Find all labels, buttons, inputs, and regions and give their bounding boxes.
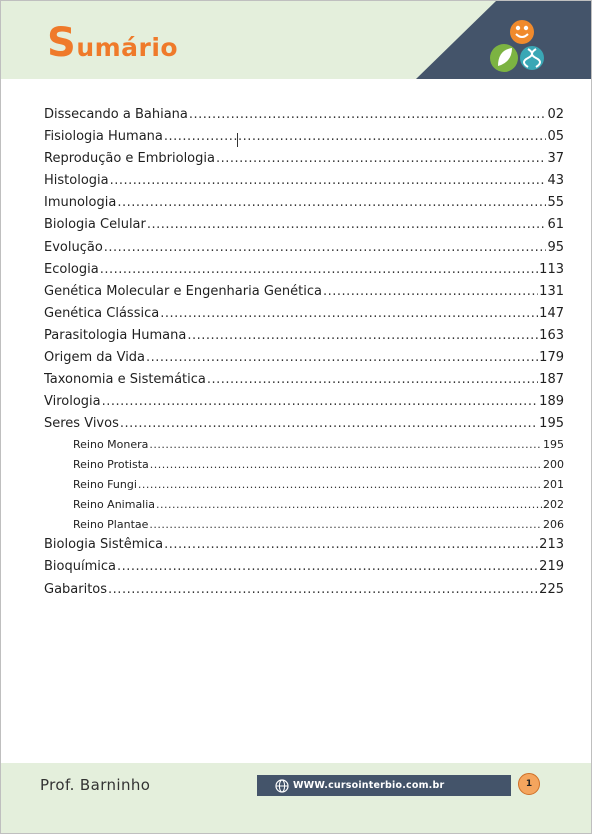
toc-entry-page: 179 xyxy=(539,350,564,366)
toc-dot-leader xyxy=(117,192,546,214)
toc-dot-leader xyxy=(146,347,538,369)
toc-entry-title: Histologia xyxy=(44,173,109,189)
toc-entry-title: Taxonomia e Sistemática xyxy=(44,372,206,388)
toc-entry[interactable] xyxy=(44,556,564,578)
toc-entry-title: Evolução xyxy=(44,239,103,255)
toc-dot-leader xyxy=(187,325,538,347)
toc-entry[interactable] xyxy=(44,391,564,413)
toc-entry-page: 02 xyxy=(547,107,564,122)
toc-entry-page: 219 xyxy=(539,559,564,575)
toc-entry[interactable] xyxy=(44,259,564,281)
toc-entry-title: Bioquímica xyxy=(44,559,116,575)
toc-dot-leader xyxy=(110,170,547,192)
toc-entry[interactable] xyxy=(44,413,564,435)
toc-entry-title: Reino Fungi xyxy=(73,478,137,491)
toc-dot-leader xyxy=(149,515,542,535)
footer-url[interactable]: WWW.cursointerbio.com.br xyxy=(293,780,445,791)
toc-entry[interactable] xyxy=(44,214,564,236)
toc-entry-title: Gabaritos xyxy=(44,581,108,597)
toc-entry-title: Dissecando a Bahiana xyxy=(44,107,188,122)
leaf-icon xyxy=(490,44,518,72)
toc-entry-page: 163 xyxy=(539,327,564,343)
toc-entry[interactable] xyxy=(44,475,564,495)
toc-entry-title: Reino Plantae xyxy=(73,517,149,531)
dna-icon xyxy=(520,46,544,70)
toc-entry-title: Biologia Celular xyxy=(44,217,146,233)
toc-entry[interactable] xyxy=(44,170,564,192)
text-cursor xyxy=(237,133,238,147)
toc-entry[interactable] xyxy=(44,281,564,303)
toc-entry[interactable] xyxy=(44,148,564,170)
toc-entry-page: 131 xyxy=(539,283,564,299)
toc-dot-leader xyxy=(102,391,539,413)
toc-dot-leader xyxy=(108,579,538,601)
toc-entry[interactable] xyxy=(44,325,564,347)
toc-entry-page: 43 xyxy=(547,173,564,189)
toc-dot-leader xyxy=(216,148,546,170)
toc-entry-title: Fisiologia Humana xyxy=(44,129,163,145)
toc-dot-leader xyxy=(104,237,547,259)
toc-entry-page: 55 xyxy=(547,195,564,211)
toc-entry[interactable] xyxy=(44,126,564,148)
toc-entry-page: 37 xyxy=(547,151,564,167)
toc-entry[interactable] xyxy=(44,435,564,455)
toc-entry-page: 195 xyxy=(539,416,564,432)
toc-entry[interactable] xyxy=(44,369,564,391)
frog-icon xyxy=(510,20,534,44)
toc-dot-leader xyxy=(117,556,538,578)
toc-entry[interactable] xyxy=(44,347,564,369)
toc-entry[interactable] xyxy=(44,495,564,515)
toc-entry-page: 202 xyxy=(543,497,564,511)
toc-dot-leader xyxy=(207,369,538,391)
toc-entry-title: Origem da Vida xyxy=(44,350,146,366)
toc-entry-page: 187 xyxy=(539,372,564,388)
toc-entry-page: 206 xyxy=(543,517,564,531)
toc-dot-leader xyxy=(120,413,538,435)
page-title xyxy=(47,20,179,66)
toc-entry-page: 225 xyxy=(539,581,564,597)
table-of-contents xyxy=(44,104,564,601)
toc-entry-title: Virologia xyxy=(44,394,101,410)
toc-entry-page: 213 xyxy=(539,537,564,553)
footer-author: Prof. Barninho xyxy=(40,776,151,794)
toc-dot-leader xyxy=(160,303,538,325)
toc-dot-leader xyxy=(149,435,542,455)
toc-entry-title: Ecologia xyxy=(44,261,99,277)
logo xyxy=(486,18,546,76)
toc-entry-title: Reino Animalia xyxy=(73,497,156,511)
toc-entry-page: 200 xyxy=(543,458,564,472)
toc-entry-title: Reino Protista xyxy=(73,458,149,472)
toc-dot-leader xyxy=(164,126,547,148)
toc-entry-page: 195 xyxy=(543,438,564,452)
toc-dot-leader xyxy=(156,495,542,515)
toc-entry[interactable] xyxy=(44,534,564,556)
toc-dot-leader xyxy=(189,104,547,126)
toc-entry-title: Biologia Sistêmica xyxy=(44,537,164,553)
toc-entry-title: Genética Molecular e Engenharia Genética xyxy=(44,283,322,299)
toc-entry-title: Parasitologia Humana xyxy=(44,327,187,343)
toc-entry-page: 95 xyxy=(547,239,564,255)
toc-dot-leader xyxy=(323,281,538,303)
toc-entry-page: 201 xyxy=(543,478,564,491)
toc-entry-title: Imunologia xyxy=(44,195,117,211)
toc-entry-page: 113 xyxy=(539,261,564,277)
footer-url-bar[interactable] xyxy=(257,775,511,796)
toc-dot-leader xyxy=(100,259,538,281)
toc-entry-title: Reprodução e Embriologia xyxy=(44,151,215,167)
toc-entry-title: Seres Vivos xyxy=(44,416,119,432)
globe-icon xyxy=(275,779,289,793)
page-footer xyxy=(1,763,591,833)
toc-dot-leader xyxy=(147,214,547,236)
toc-entry-title: Reino Monera xyxy=(73,438,149,452)
toc-entry-page: 147 xyxy=(539,305,564,321)
toc-dot-leader xyxy=(164,534,538,556)
toc-dot-leader xyxy=(150,455,542,475)
toc-entry[interactable] xyxy=(44,303,564,325)
toc-entry-page: 189 xyxy=(539,394,564,410)
toc-entry-title: Genética Clássica xyxy=(44,305,160,321)
title-rest: umário xyxy=(76,33,179,62)
toc-entry-page: 05 xyxy=(547,129,564,145)
toc-entry[interactable] xyxy=(44,237,564,259)
toc-entry[interactable] xyxy=(44,455,564,475)
toc-entry[interactable] xyxy=(44,104,564,126)
page-number-badge: 1 xyxy=(518,773,540,795)
toc-entry-page: 61 xyxy=(547,217,564,233)
toc-entry[interactable] xyxy=(44,579,564,601)
toc-dot-leader xyxy=(138,475,542,495)
title-first-letter: S xyxy=(47,20,77,66)
toc-entry[interactable] xyxy=(44,515,564,535)
toc-entry[interactable] xyxy=(44,192,564,214)
